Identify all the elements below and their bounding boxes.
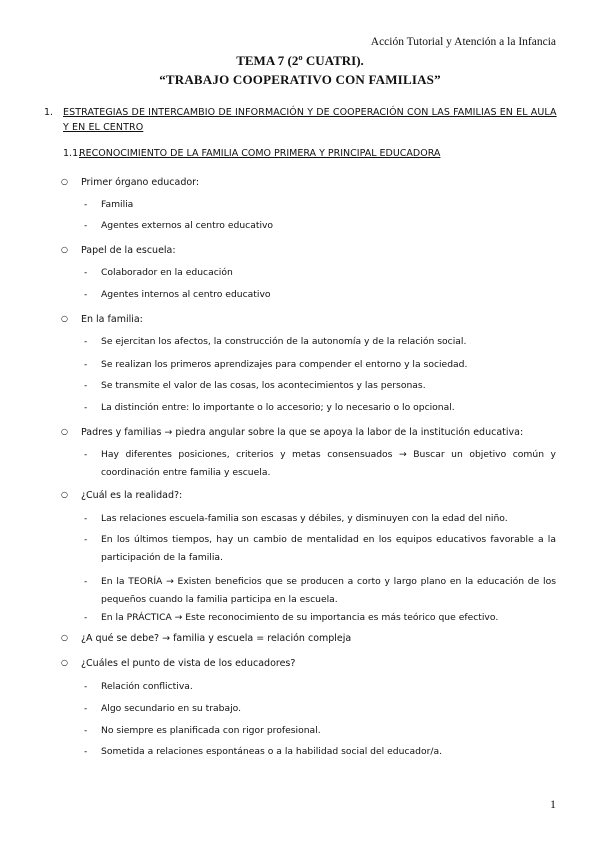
doc-title-line2: “TRABAJO COOPERATIVO CON FAMILIAS” xyxy=(159,72,441,87)
dash-marker: - xyxy=(84,289,88,300)
sub-list-item xyxy=(84,573,556,608)
sub-list-item xyxy=(84,356,556,374)
sub-item-text: Agentes internos al centro educativo xyxy=(101,289,271,300)
dash-marker: - xyxy=(84,576,88,587)
sub-item-text: Agentes externos al centro educativo xyxy=(101,220,274,231)
sub-list-item xyxy=(84,531,556,566)
sub-list-item xyxy=(84,399,556,417)
dash-marker: - xyxy=(84,359,88,370)
sub-item-text: La distinción entre: lo importante o lo accesorio; y lo necesario o lo opcional. xyxy=(101,402,455,413)
bullet-marker: ○ xyxy=(61,177,68,186)
bullet-text: En la familia: xyxy=(81,314,143,325)
dash-marker: - xyxy=(84,199,88,210)
sub-list-item xyxy=(84,286,556,304)
sub-item-text: Algo secundario en su trabajo. xyxy=(101,703,242,714)
sub-list-item xyxy=(84,678,556,696)
sub-list-item xyxy=(84,196,556,214)
sub-list-item xyxy=(84,743,556,761)
sub-list-item xyxy=(84,333,556,351)
dash-marker: - xyxy=(84,220,88,231)
bullet-text: ¿Cuál es la realidad?: xyxy=(81,490,183,501)
sub-item-text: Sometida a relaciones espontáneas o a la habilidad social del educador/a. xyxy=(101,746,443,757)
sub-item-text: Se realizan los primeros aprendizajes para compender el entorno y la sociedad. xyxy=(101,359,468,370)
bullet-text: Primer órgano educador: xyxy=(81,177,200,188)
page-number: 1 xyxy=(550,797,556,811)
bullet-marker: ○ xyxy=(61,633,68,642)
bullet-marker: ○ xyxy=(61,658,68,667)
bullet-marker: ○ xyxy=(61,314,68,323)
dash-marker: - xyxy=(84,402,88,413)
section-number: 1. xyxy=(44,107,54,118)
sub-item-text: Relación conflictiva. xyxy=(101,681,193,692)
dash-marker: - xyxy=(84,267,88,278)
sub-item-text: Colaborador en la educación xyxy=(101,267,233,278)
bullet-marker: ○ xyxy=(61,490,68,499)
sub-item-text: Hay diferentes posiciones, criterios y metas consensuados → Buscar un objetivo común y coordinación entre familia y escuela. xyxy=(101,449,556,478)
sub-list-item xyxy=(84,510,556,528)
bullet-text: ¿Cuáles el punto de vista de los educadores? xyxy=(81,658,296,669)
sub-item-text: No siempre es planificada con rigor profesional. xyxy=(101,725,321,736)
sub-item-text: Las relaciones escuela-familia son escasas y débiles, y disminuyen con la edad del niño. xyxy=(101,513,508,524)
sub-item-text: Familia xyxy=(101,199,134,210)
sub-list-item xyxy=(84,700,556,718)
dash-marker: - xyxy=(84,681,88,692)
bullet-text: ¿A qué se debe? → familia y escuela = relación compleja xyxy=(81,633,352,644)
subsection-number: 1.1. xyxy=(63,148,82,159)
bullet-text: Papel de la escuela: xyxy=(81,245,176,256)
section-title: ESTRATEGIAS DE INTERCAMBIO DE INFORMACIÓN Y DE COOPERACIÓN CON LAS FAMILIAS EN EL AULA Y EN EL CENTRO xyxy=(63,107,557,133)
dash-marker: - xyxy=(84,725,88,736)
sub-item-text: En los últimos tiempos, hay un cambio de mentalidad en los equipos educativos favorable a la participación de la familia. xyxy=(101,534,556,563)
bullet-marker: ○ xyxy=(61,245,68,254)
doc-title-line1: TEMA 7 (2º CUATRI). xyxy=(236,53,364,68)
sub-list-item xyxy=(84,377,556,395)
dash-marker: - xyxy=(84,703,88,714)
sub-list-item xyxy=(84,446,556,481)
dash-marker: - xyxy=(84,449,88,460)
sub-list-item xyxy=(84,722,556,740)
sub-list-item xyxy=(84,264,556,282)
dash-marker: - xyxy=(84,513,88,524)
sub-list-item xyxy=(84,609,556,627)
sub-item-text: Se transmite el valor de las cosas, los acontecimientos y las personas. xyxy=(101,380,426,391)
sub-item-text: En la PRÁCTICA → Este reconocimiento de su importancia es más teórico que efectivo. xyxy=(101,612,499,623)
dash-marker: - xyxy=(84,380,88,391)
dash-marker: - xyxy=(84,534,88,545)
running-header: Acción Tutorial y Atención a la Infancia xyxy=(370,36,556,48)
dash-marker: - xyxy=(84,612,88,623)
sub-list-item xyxy=(84,217,556,235)
dash-marker: - xyxy=(84,746,88,757)
bullet-marker: ○ xyxy=(61,427,68,436)
subsection-title: RECONOCIMIENTO DE LA FAMILIA COMO PRIMERA Y PRINCIPAL EDUCADORA xyxy=(79,148,441,159)
bullet-text: Padres y familias → piedra angular sobre la que se apoya la labor de la institución educativa: xyxy=(81,427,524,438)
dash-marker: - xyxy=(84,336,88,347)
sub-item-text: Se ejercitan los afectos, la construcción de la autonomía y de la relación social. xyxy=(101,336,467,347)
sub-item-text: En la TEORÍA → Existen beneficios que se producen a corto y largo plano en la educación de los pequeños cuando la familia participa en la escuela. xyxy=(101,576,556,605)
